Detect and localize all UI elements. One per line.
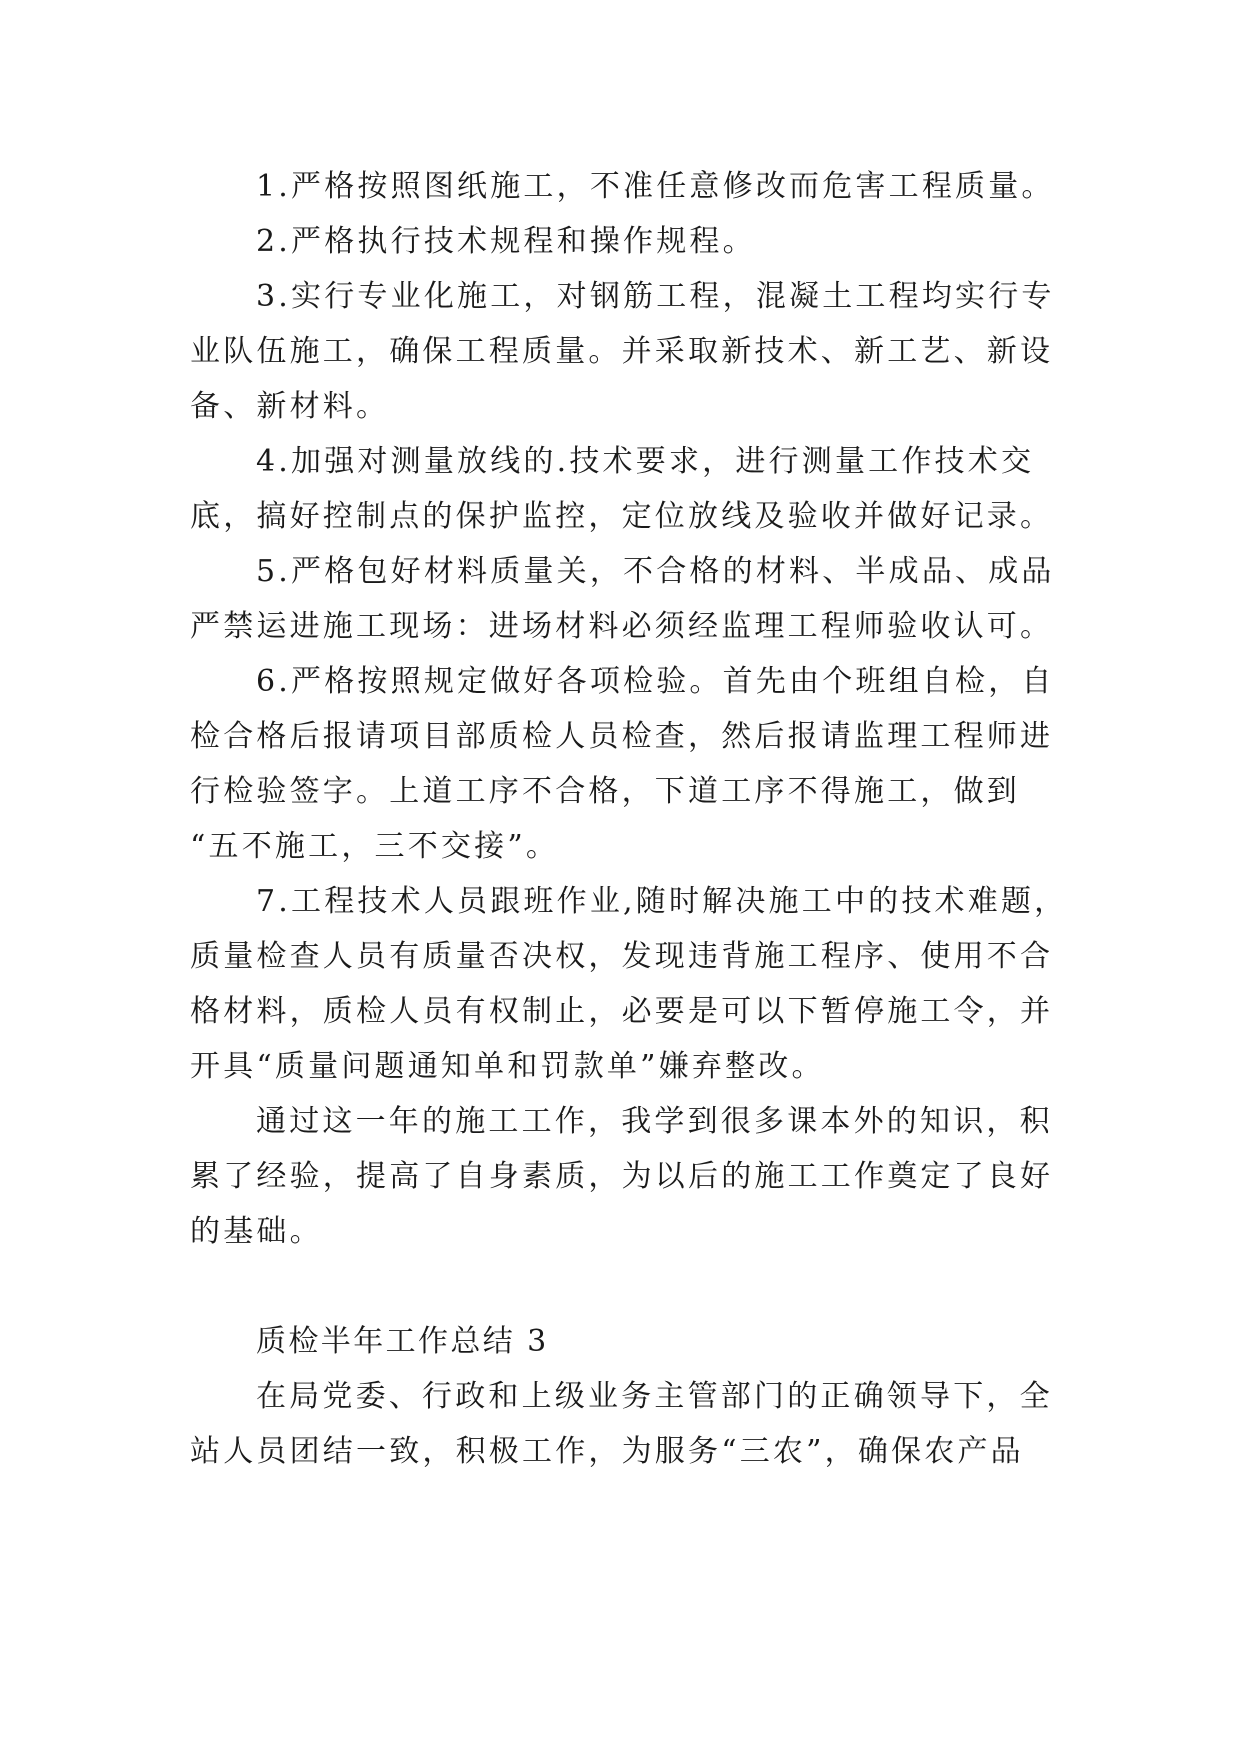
item-4-line-2: 底，搞好控制点的保护监控，定位放线及验收并做好记录。 — [190, 499, 1054, 534]
item-6-line-4: “五不施工，三不交接”。 — [190, 829, 560, 864]
item-3-line-2: 业队伍施工，确保工程质量。并采取新技术、新工艺、新设 — [190, 334, 1054, 369]
item-7-line-3: 格材料，质检人员有权制止，必要是可以下暂停施工令，并 — [190, 994, 1054, 1029]
item-7-line-1: 7.工程技术人员跟班作业,随时解决施工中的技术难题， — [256, 884, 1068, 919]
item-6-line-1: 6.严格按照规定做好各项检验。首先由个班组自检，自 — [256, 664, 1055, 699]
item-7-line-2: 质量检查人员有质量否决权，发现违背施工程序、使用不合 — [190, 939, 1054, 974]
item-4-line-1: 4.加强对测量放线的.技术要求，进行测量工作技术交 — [256, 444, 1035, 479]
section-heading: 质检半年工作总结 3 — [256, 1324, 549, 1359]
item-1-line-1: 1.严格按照图纸施工，不准任意修改而危害工程质量。 — [256, 169, 1055, 204]
section-para-line-1: 在局党委、行政和上级业务主管部门的正确领导下，全 — [256, 1379, 1053, 1414]
summary-line-1: 通过这一年的施工工作，我学到很多课本外的知识，积 — [256, 1104, 1053, 1139]
summary-line-3: 的基础。 — [190, 1214, 323, 1249]
item-5-line-2: 严禁运进施工现场：进场材料必须经监理工程师验收认可。 — [190, 609, 1054, 644]
item-7-line-4: 开具“质量问题通知单和罚款单”嫌弃整改。 — [190, 1049, 825, 1084]
item-2-line-1: 2.严格执行技术规程和操作规程。 — [256, 224, 756, 259]
item-3-line-1: 3.实行专业化施工，对钢筋工程，混凝土工程均实行专 — [256, 279, 1055, 314]
item-6-line-3: 行检验签字。上道工序不合格，下道工序不得施工，做到 — [190, 774, 1020, 809]
section-para-line-2: 站人员团结一致，积极工作，为服务“三农”，确保农产品 — [190, 1434, 1024, 1469]
item-6-line-2: 检合格后报请项目部质检人员检查，然后报请监理工程师进 — [190, 719, 1054, 754]
item-3-line-3: 备、新材料。 — [190, 389, 390, 424]
item-5-line-1: 5.严格包好材料质量关，不合格的材料、半成品、成品 — [256, 554, 1055, 589]
summary-line-2: 累了经验，提高了自身素质，为以后的施工工作奠定了良好 — [190, 1159, 1054, 1194]
